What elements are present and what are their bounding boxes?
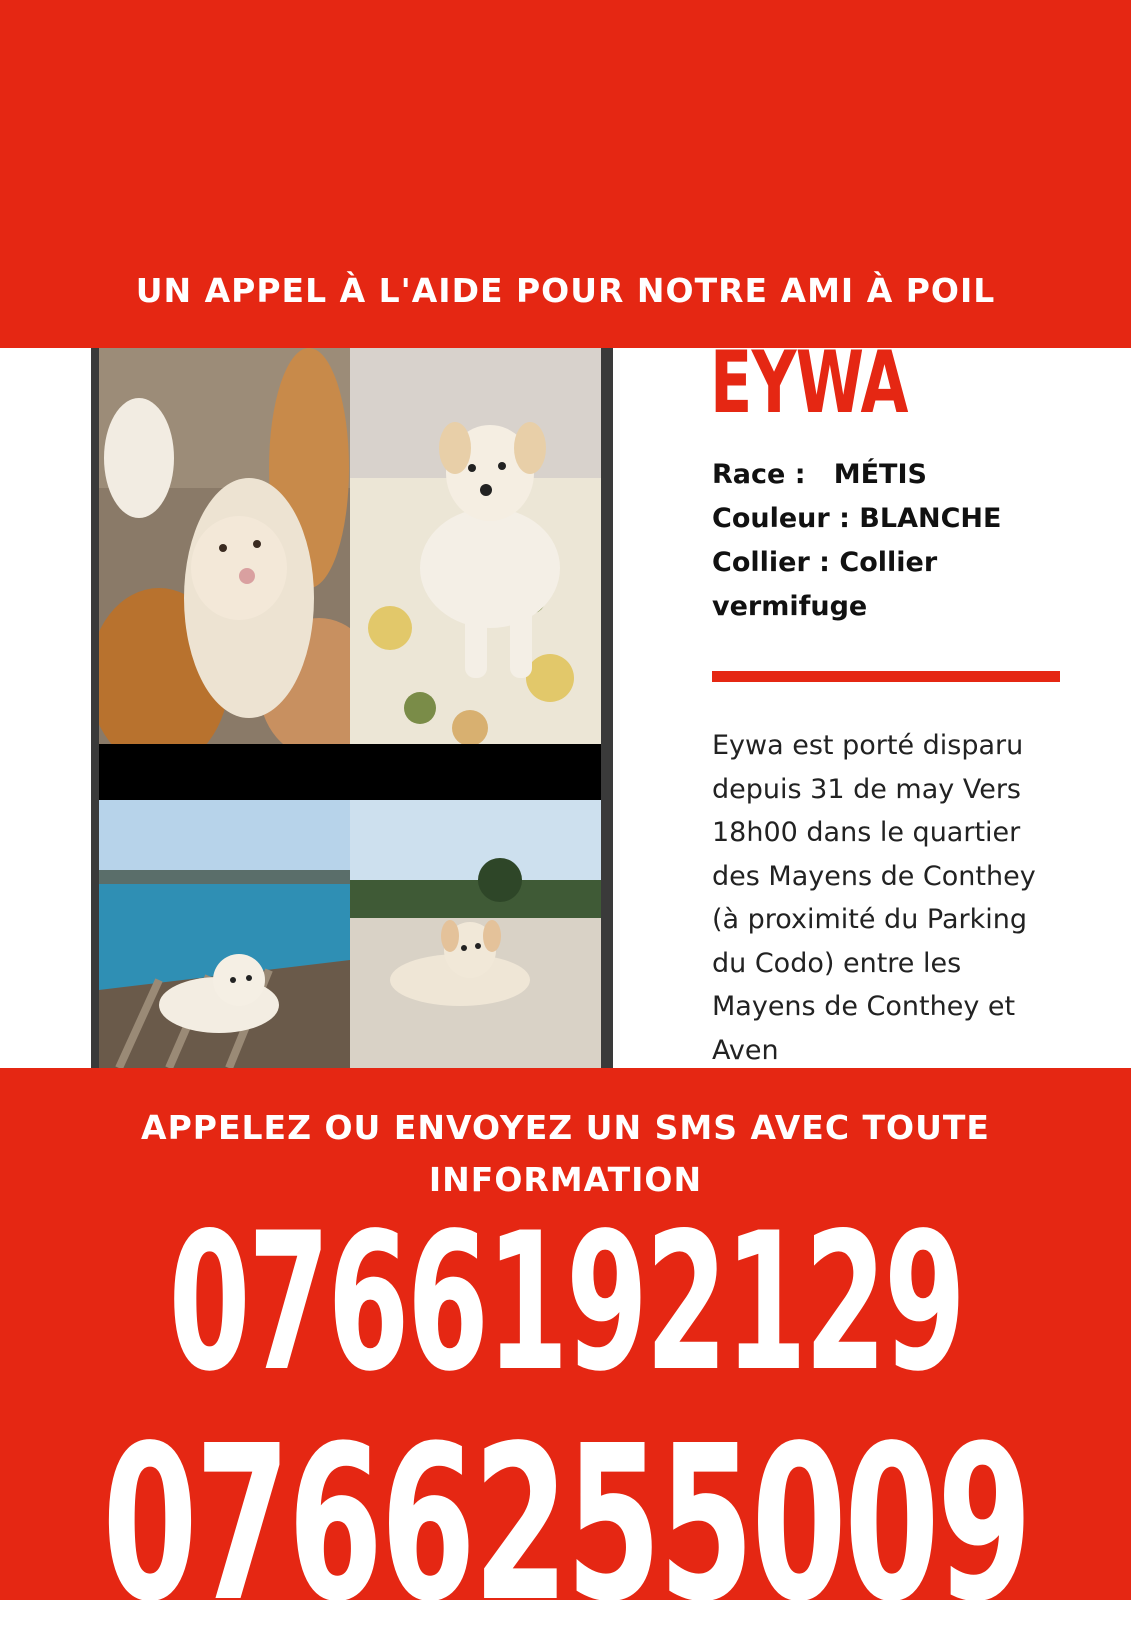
header-tagline: UN APPEL À L'AIDE POUR NOTRE AMI À POIL [135,271,996,310]
description-line: du Codo) entre les [712,947,962,979]
dog-photo-with-other-dogs [99,348,350,744]
description-line: (à proximité du Parking [712,904,1027,935]
description-line: des Mayens de Conthey [712,860,1036,892]
phone-number-1: 0766192129 [168,1192,963,1413]
collar-value: Collier [839,547,938,578]
color-label: Couleur : [712,503,850,534]
collar-row-continued: vermifuge [712,591,868,622]
dog-photo-by-sea [99,800,350,1068]
dog-photo-on-blanket [350,348,601,744]
color-row [712,497,1092,541]
race-row [712,453,1092,497]
disappearance-description [712,724,1072,1072]
race-label: Race : [712,459,806,490]
description-line: Mayens de Conthey et [712,991,1016,1022]
description-line: Eywa est porté disparu [712,730,1024,761]
description-line: 18h00 dans le quartier [712,817,1021,848]
dog-name: EYWA [710,333,908,433]
photo-collage [91,348,613,1068]
phone-number-2: 0766255009 [101,1400,1030,1649]
dog-details [712,453,1092,629]
color-value: BLANCHE [859,503,1002,534]
collar-label: Collier : [712,547,830,578]
description-line: Aven [712,1034,779,1066]
header-band [0,0,1131,348]
description-line: depuis 31 de may Vers [712,773,1021,805]
dog-photo-on-sand [350,800,601,1068]
section-divider [712,671,1060,682]
collar-row [712,541,1092,585]
collage-divider [99,744,601,800]
race-value: MÉTIS [833,459,927,490]
call-instruction-line1: APPELEZ OU ENVOYEZ UN SMS AVEC TOUTE [141,1108,990,1147]
call-instruction-line2: INFORMATION [428,1160,703,1199]
